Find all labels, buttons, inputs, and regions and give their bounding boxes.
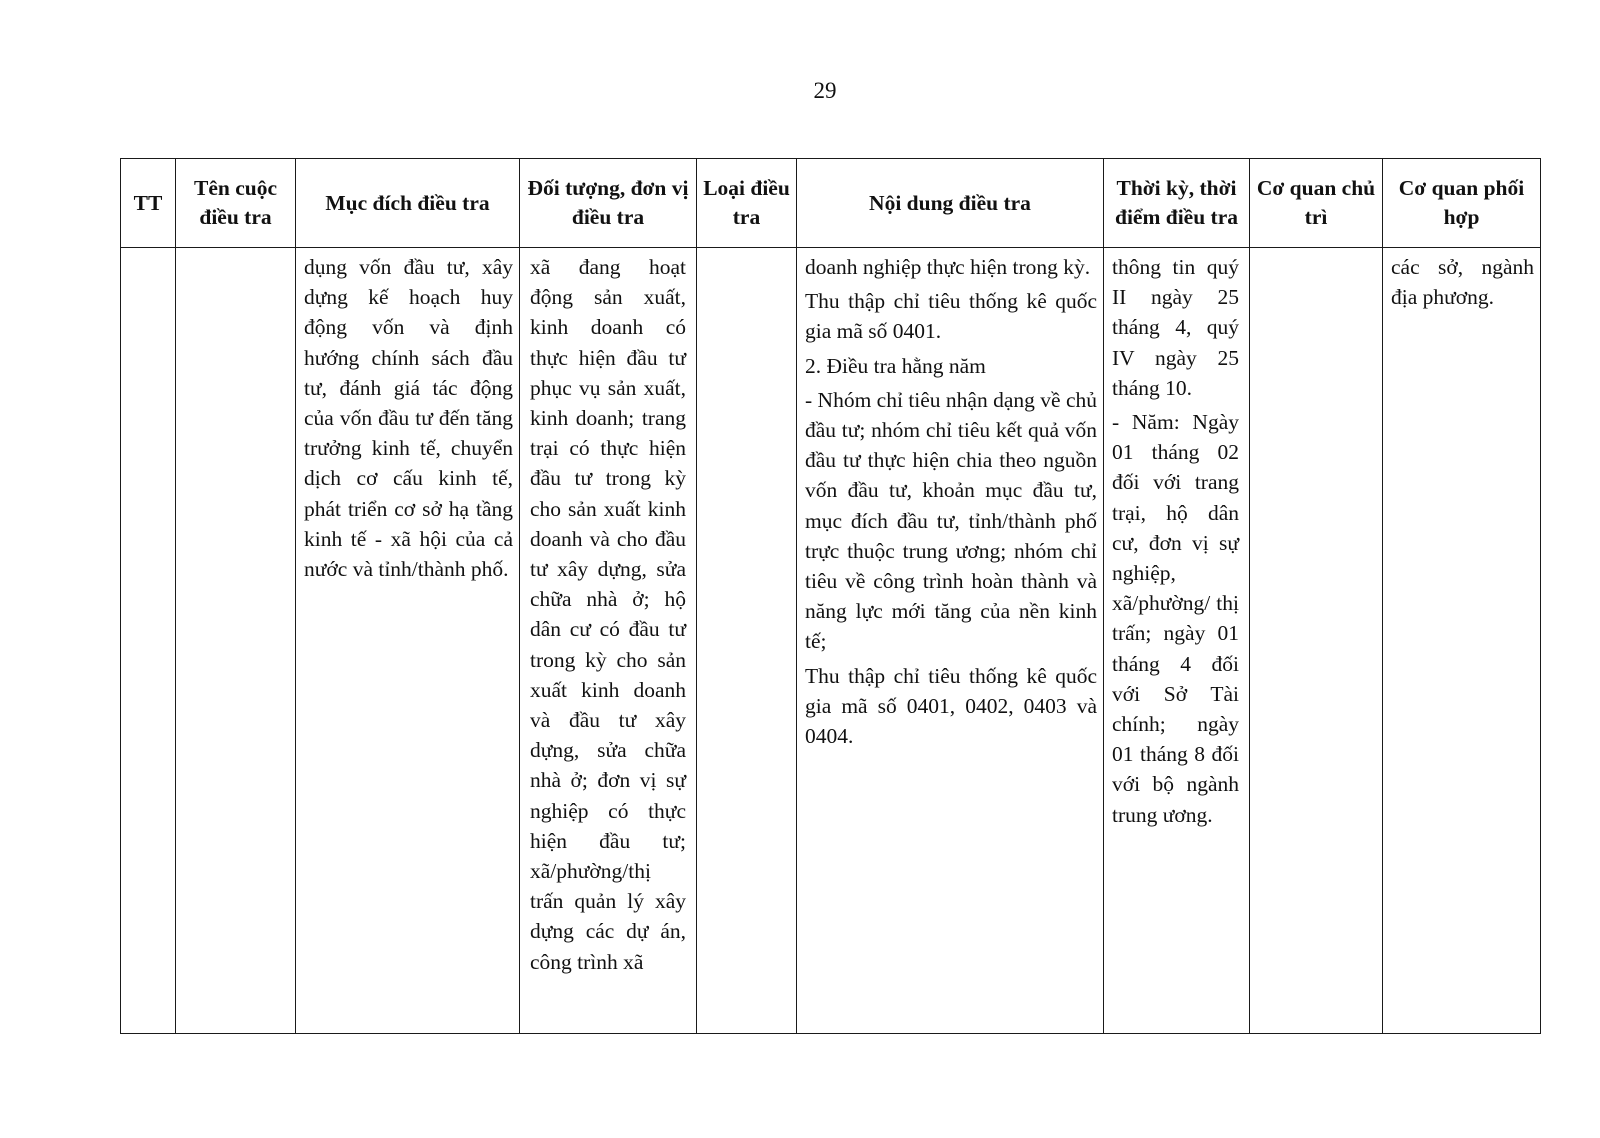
header-purpose: Mục đích điều tra — [296, 159, 520, 248]
cell-purpose — [296, 248, 520, 1034]
cell-target — [520, 248, 697, 1034]
cell-content — [797, 248, 1104, 1034]
table-header-row — [121, 159, 1541, 248]
header-period: Thời kỳ, thời điểm điều tra — [1104, 159, 1250, 248]
content-paragraph: - Nhóm chỉ tiêu nhận dạng về chủ đầu tư; nhóm chỉ tiêu kết quả vốn đầu tư thực hiện chia theo nguồn vốn đầu tư, khoản mục đầu tư, mục đích đầu tư, tỉnh/thành phố trực thuộc trung ương; nhóm chỉ tiêu về công trình hoàn thành và năng lực mới tăng của nền kinh tế; — [805, 387, 1097, 654]
header-type: Loại điều tra — [697, 159, 797, 248]
cell-type — [697, 248, 797, 1034]
header-coop-agency: Cơ quan phối hợp — [1383, 159, 1541, 248]
header-target: Đối tượng, đơn vị điều tra — [520, 159, 697, 248]
cell-lead-agency — [1250, 248, 1383, 1034]
cell-coop-agency-text: các sở, ngành địa phương. — [1391, 255, 1534, 310]
cell-period — [1104, 248, 1250, 1034]
period-paragraph: - Năm: Ngày 01 tháng 02 đối với trang trại, hộ dân cư, đơn vị sự nghiệp, xã/phường/ thị trấn; ngày 01 tháng 4 đối với Sở Tài chính; ngày 01 tháng 8 đối với bộ ngành trung ương. — [1112, 410, 1239, 827]
content-paragraph: 2. Điều tra hằng năm — [805, 353, 986, 378]
cell-tt — [121, 248, 176, 1034]
table-row — [121, 248, 1541, 1034]
cell-target-text: xã đang hoạt động sản xuất, kinh doanh có thực hiện đầu tư phục vụ sản xuất, kinh doanh; trang trại có thực hiện đầu tư trong kỳ cho sản xuất kinh doanh và cho đầu tư xây dựng, sửa chữa nhà ở; hộ dân cư có đầu tư trong kỳ cho sản xuất kinh doanh và đầu tư xây dựng, sửa chữa nhà ở; đơn vị sự nghiệp có thực hiện đầu tư; xã/phường/thị trấn quản lý xây dựng các dự án, công trình xã — [530, 255, 686, 974]
period-paragraph: thông tin quý II ngày 25 tháng 4, quý IV ngày 25 tháng 10. — [1112, 255, 1239, 400]
content-paragraph: Thu thập chỉ tiêu thống kê quốc gia mã số 0401. — [805, 289, 1097, 344]
cell-purpose-text: dụng vốn đầu tư, xây dựng kế hoạch huy động vốn và định hướng chính sách đầu tư, đánh giá tác động của vốn đầu tư đến tăng trưởng kinh tế, chuyển dịch cơ cấu kinh tế, phát triển cơ sở hạ tầng kinh tế - xã hội của cả nước và tỉnh/thành phố. — [304, 255, 513, 582]
survey-table — [120, 158, 1541, 1034]
cell-survey-name-text — [176, 248, 295, 252]
page-number: 29 — [813, 78, 837, 103]
header-lead-agency: Cơ quan chủ trì — [1250, 159, 1383, 248]
cell-tt-text — [121, 248, 175, 252]
cell-survey-name — [176, 248, 296, 1034]
header-content: Nội dung điều tra — [797, 159, 1104, 248]
cell-coop-agency — [1383, 248, 1541, 1034]
content-paragraph: Thu thập chỉ tiêu thống kê quốc gia mã số 0401, 0402, 0403 và 0404. — [805, 663, 1097, 749]
header-tt: TT — [121, 159, 176, 248]
cell-type-text — [697, 248, 796, 252]
content-paragraph: doanh nghiệp thực hiện trong kỳ. — [805, 255, 1091, 279]
header-survey-name: Tên cuộc điều tra — [176, 159, 296, 248]
cell-lead-agency-text — [1250, 248, 1382, 252]
